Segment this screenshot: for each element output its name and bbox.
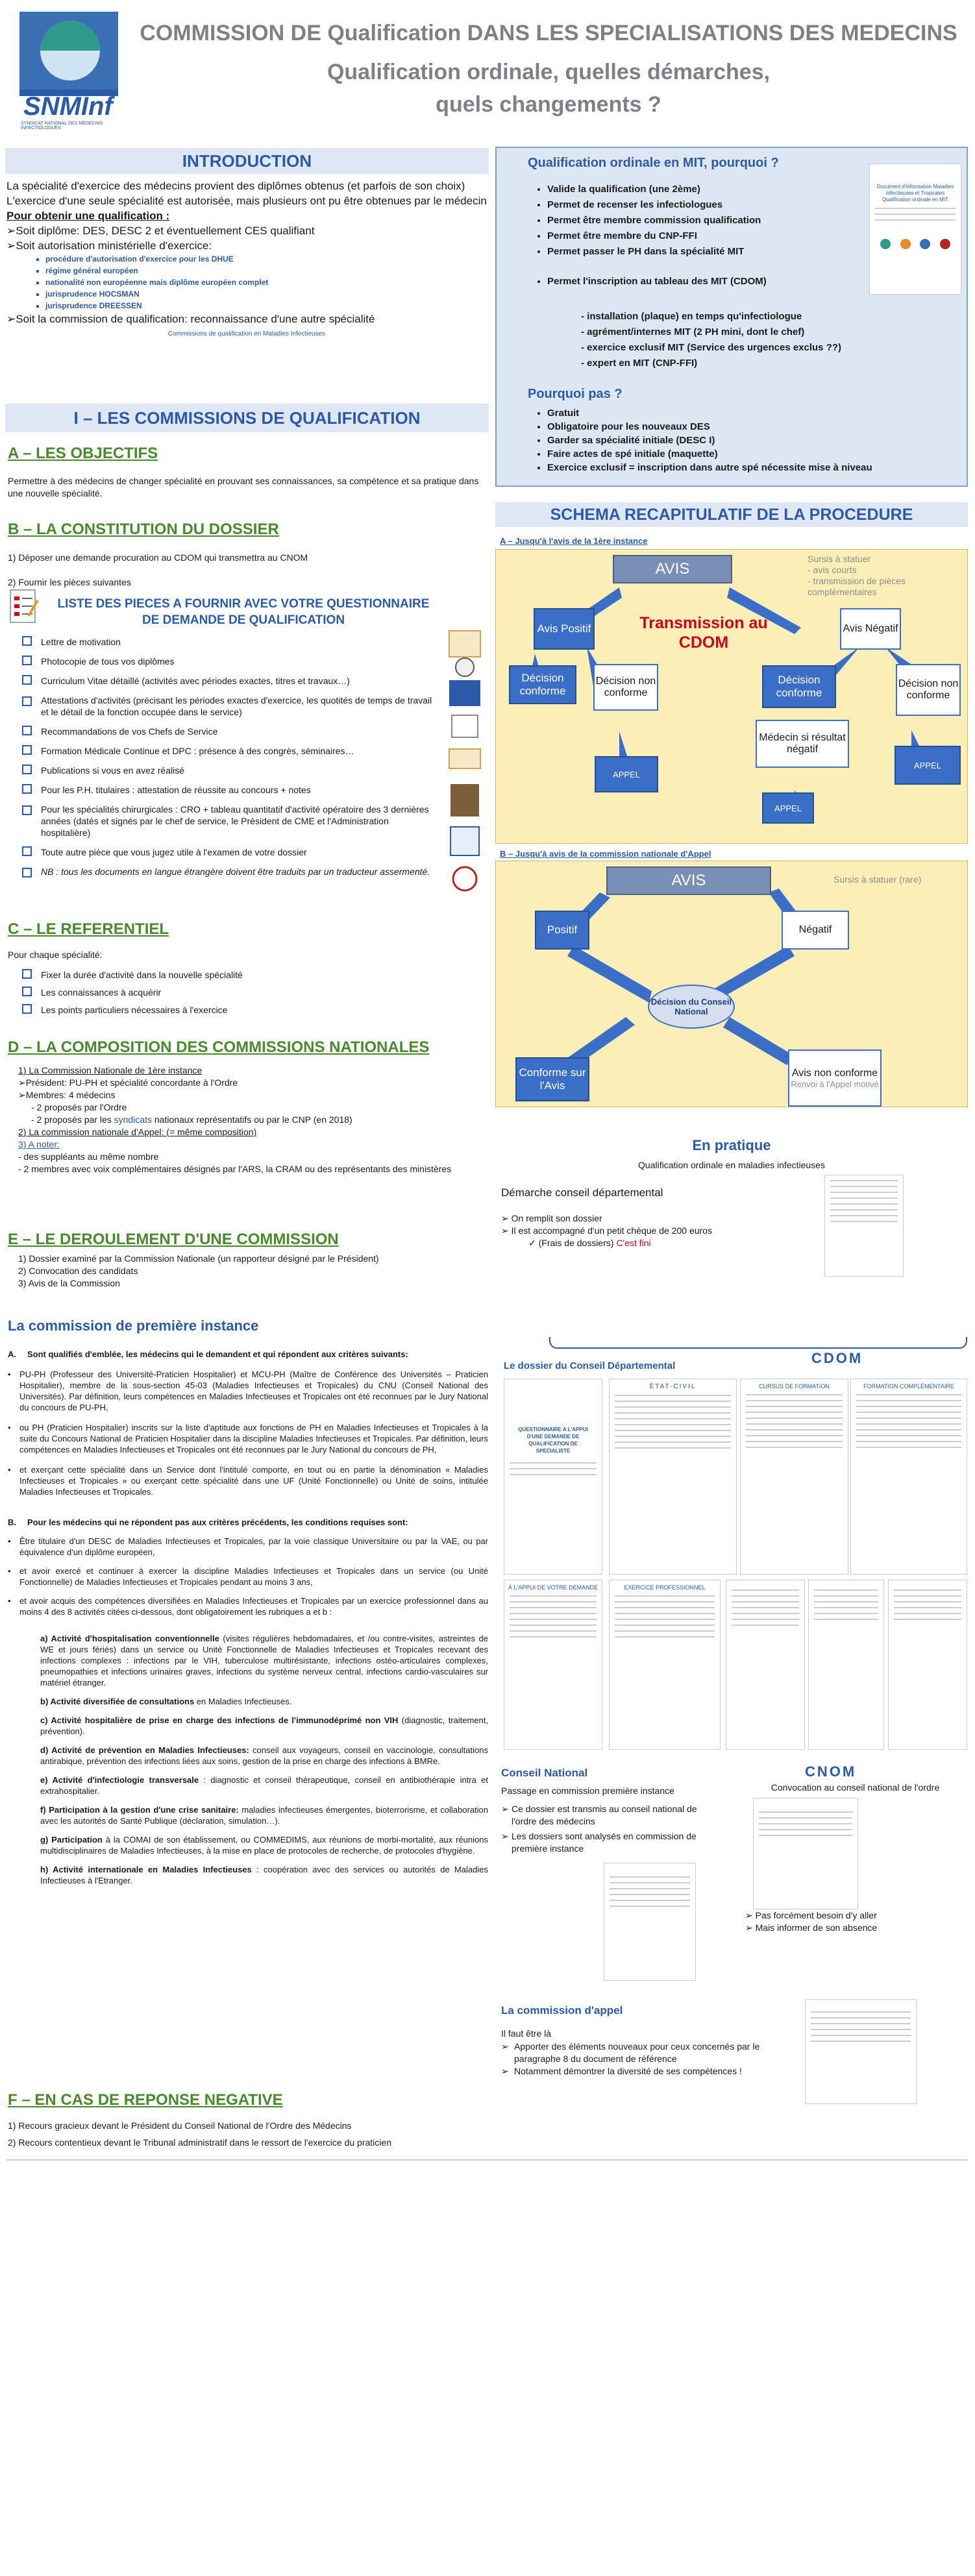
d-item: - 2 proposés par les syndicats nationaux représentatifs ou par le CNP (en 2018) xyxy=(31,1114,352,1125)
mit-item: • Permet passer le PH dans la spécialité MIT xyxy=(547,244,846,260)
schema-appel-2: APPEL xyxy=(895,746,961,785)
section-b-step2: 2) Fournir les pièces suivantes xyxy=(8,577,131,587)
schema-a-label: A – Jusqu'à l'avis de la 1ère instance xyxy=(500,536,648,546)
intro-caption: Commissions de qualification en Maladies Infectieuses xyxy=(167,330,326,337)
section-c-title: C – LE REFERENTIEL xyxy=(8,920,169,938)
intro-sub-item: ▪ nationalité non européenne mais diplôme européen complet xyxy=(45,276,487,288)
list-item: Formation Médicale Continue et DPC : présence à des congrès, séminaires… xyxy=(22,745,438,757)
schema-b-label: B – Jusqu'à avis de la commission nationale d'Appel xyxy=(500,849,711,859)
intro-p4: ➢Soit diplôme: DES, DESC 2 et éventuellement CES qualifiant xyxy=(6,225,315,237)
form-questionnaire xyxy=(504,1379,602,1575)
logo-subtext: SYNDICAT NATIONAL DES MÉDECINS INFECTIOLOGUES xyxy=(21,121,103,130)
pratique-item: ➢ Il est accompagné d'un petit chèque de 200 euros xyxy=(501,1225,712,1236)
title-line-2: Qualification ordinale, quelles démarches, xyxy=(327,60,771,84)
appel-letter-thumbnail xyxy=(805,1999,917,2104)
schema-a-panel xyxy=(495,549,968,844)
cdom-brace xyxy=(549,1337,967,1349)
form-appui: À L'APPUI DE VOTRE DEMANDE xyxy=(504,1580,602,1750)
premiere-a-item: • ou PH (Praticien Hospitalier) inscrits sur la liste d'aptitude aux fonctions de PH en Maladies Infectieuses et Tropicales à la suite du Concours National de Praticien Hospitalier dans la discipline Maladies Infectieuses et Tropicales. Par définition, leurs compétences en Maladies Infectieuses et Tropicales ont été reconnues par le Jury National du concours de PH, xyxy=(8,1423,488,1454)
form-page-8 xyxy=(808,1580,884,1750)
schema-b-conforme: Conforme sur l'Avis xyxy=(515,1057,589,1101)
why-not-title: Pourquoi pas ? xyxy=(528,387,623,401)
photo-icon xyxy=(456,658,474,676)
schema-b-negatif: Négatif xyxy=(782,911,849,950)
dossier-label: Le dossier du Conseil Départemental xyxy=(504,1360,676,1371)
f-item: 1) Recours gracieux devant le Président du Conseil National de l'Ordre des Médecins xyxy=(8,2120,352,2131)
schema-b-decision: Décision du Conseil National xyxy=(648,985,735,1029)
section-a-text: Permettre à des médecins de changer spécialité en prouvant ses connaissances, sa compétence et sa pratique dans une nouvelle spécialité. xyxy=(8,476,479,498)
list-item: Curriculum Vitae détaillé (activités avec périodes exactes, titres et travaux…) xyxy=(22,675,438,687)
mit-item: • Permet l'inscription au tableau des MIT (CDOM) xyxy=(547,274,846,289)
schema-sursis: Sursis à statuer - avis courts - transmission de pièces complémentaires xyxy=(808,554,906,597)
form-page-9 xyxy=(888,1580,967,1750)
intro-p5: ➢Soit autorisation ministérielle d'exercice: xyxy=(6,239,212,252)
mit-item: • Permet de recenser les infectiologues xyxy=(547,197,846,213)
activity-item: d) Activité de prévention en Maladies Infectieuses: conseil aux voyageurs, conseil en vaccinologie, consultations antirabique, prévention des infections liées aux soins, gestion de la prise en charge des infections à BMRe. xyxy=(40,1745,488,1766)
pieces-list-title: LISTE DES PIECES A FOURNIR AVEC VOTRE QUESTIONNAIRE DE DEMANDE DE QUALIFICATION xyxy=(57,597,430,627)
form-exercice: EXERCICE PROFESSIONNEL xyxy=(609,1580,721,1750)
d-item: - des suppléants au même nombre xyxy=(18,1151,159,1162)
e-item: 3) Avis de la Commission xyxy=(18,1278,120,1288)
cn-item: ➢ Les dossiers sont analysés en commission de première instance xyxy=(501,1831,697,1854)
list-item: Les connaissances à acquérir xyxy=(22,987,476,999)
section-c-list xyxy=(22,969,476,1016)
logo xyxy=(14,8,125,131)
mit-title: Qualification ordinale en MIT, pourquoi ? xyxy=(528,156,779,170)
mit-cdom-sub: - expert en MIT (CNP-FFI) xyxy=(581,358,698,369)
attestation-icon xyxy=(452,715,478,737)
activity-item: e) Activité d'infectiologie transversale : diagnostic et conseil thérapeutique, conseil en antibiothérapie intra et extrahospitalier. xyxy=(40,1775,488,1796)
convoc-title: Convocation au conseil national de l'ordre xyxy=(771,1782,940,1793)
logo-text: SNMInf xyxy=(23,92,113,121)
activity-item: h) Activité internationale en Maladies Infectieuses : coopération avec des services ou autorités de Maladies Infectieuses à l'Etranger. xyxy=(40,1865,488,1885)
intro-sub-item: ▪ procédure d'autorisation d'exercice pour les DHUE xyxy=(45,253,487,265)
list-item: Pour les P.H. titulaires : attestation de réussite au concours + notes xyxy=(22,784,438,796)
e-item: 1) Dossier examiné par la Commission Nationale (un rapporteur désigné par le Président) xyxy=(18,1253,379,1264)
premiere-b-item: • et avoir exercé et continuer à exercer la discipline Maladies Infectieuses et Tropicales dans un service (ou Unité Fonctionnelle) de Maladies Infectieuses et Tropicales pendant au moins 3 ans, xyxy=(8,1566,488,1587)
schema-transmission: Transmission au CDOM xyxy=(639,614,768,652)
diploma-icon xyxy=(449,631,480,657)
appel-list xyxy=(501,2041,793,2078)
intro-sub-item: ▪ régime général européen xyxy=(45,265,487,276)
pratique-item: ➢ On remplit son dossier xyxy=(501,1213,602,1223)
activity-item: b) Activité diversifiée de consultations en Maladies Infectieuses. xyxy=(40,1697,292,1706)
activity-item: f) Participation à la gestion d'une crise sanitaire: maladies infectieuses émergentes, bioterrorisme, et collaboration avec les autorités de Santé Publique (déclaration, simulation…). xyxy=(40,1805,489,1826)
mit-cdom-sub: - agrément/internes MIT (2 PH mini, dont le chef) xyxy=(581,326,805,337)
why-item: • Obligatoire pour les nouveaux DES xyxy=(547,420,975,434)
section-b-title: B – LA CONSTITUTION DU DOSSIER xyxy=(8,521,279,538)
section-f-list xyxy=(8,2117,488,2151)
divider xyxy=(6,2159,967,2161)
schema-avis-positif: Avis Positif xyxy=(534,608,595,650)
pratique-demarche: Démarche conseil départemental xyxy=(501,1186,663,1199)
schema-appel-1: APPEL xyxy=(595,756,658,792)
schema-decision-conforme-2: Décision conforme xyxy=(762,665,836,708)
why-item: • Exercice exclusif = inscription dans autre spé nécessite mise à niveau xyxy=(547,461,975,474)
section-c-intro: Pour chaque spécialité: xyxy=(8,950,103,960)
d-item: 1) La Commission Nationale de 1ère instance xyxy=(18,1065,203,1075)
pratique-title: En pratique xyxy=(692,1137,771,1153)
section-e-list xyxy=(18,1253,486,1290)
premiere-b-item: • Être titulaire d'un DESC de Maladies Infectieuses et Tropicales, par la voie classique Universitaire ou par la VAE, ou par équivalence d'un diplôme européen, xyxy=(8,1536,488,1557)
premiere-b-item: • et avoir acquis des compétences diversifiées en Maladies Infectieuses et Tropicales par un exercice professionnel dans au moins 4 des 8 activités citées ci-dessous, dont obligatoirement les rubriques a et b : xyxy=(8,1596,488,1617)
mit-box xyxy=(495,147,968,487)
schema-b-positif: Positif xyxy=(535,911,589,950)
mit-item: • Valide la qualification (une 2ème) xyxy=(547,182,846,197)
title-line-3: quels changements ? xyxy=(436,92,661,117)
mit-cdom-sub: - installation (plaque) en temps qu'infectiologue xyxy=(581,311,802,322)
mit-cdom-sub: - exercice exclusif MIT (Service des urgences exclus ??) xyxy=(581,342,842,353)
appel-intro: Il faut être là xyxy=(501,2028,552,2039)
intro-heading: INTRODUCTION xyxy=(5,148,489,174)
schema-appel-3: APPEL xyxy=(762,792,814,824)
schema-b-sursis: Sursis à statuer (rare) xyxy=(833,874,922,885)
list-item: Fixer la durée d'activité dans la nouvelle spécialité xyxy=(22,969,476,981)
cn-letter-thumbnail xyxy=(604,1863,696,1981)
download-icon xyxy=(450,827,479,855)
section-a-title: A – LES OBJECTIFS xyxy=(8,445,158,462)
section-e-title: E – LE DEROULEMENT D'UNE COMMISSION xyxy=(8,1231,339,1248)
form-questionnaire-title: QUESTIONNAIRE A L'APPUI D'UNE DEMANDE DE QUALIFICATION DE SPECIALISTE xyxy=(518,1427,588,1454)
schema-medecin-negatif: Médecin si résultat négatif xyxy=(756,720,849,768)
convoc-item: ➢ Pas forcément besoin d'y aller xyxy=(745,1910,877,1920)
appel-title: La commission d'appel xyxy=(501,2004,623,2017)
list-item: Pour les spécialités chirurgicales : CRO + tableau quantitatif d'activité opératoire des 3 dernières années (datés et signés par le chef de service, le Président de CME et l'Administration hospitalière) xyxy=(22,803,438,839)
list-item: Les points particuliers nécessaires à l'exercice xyxy=(22,1004,476,1016)
list-item: NB : tous les documents en langue étrangère doivent être traduits par un traducteur assermenté. xyxy=(22,866,438,877)
schema-b-avis: AVIS xyxy=(606,866,771,895)
schema-decision-conforme-1: Décision conforme xyxy=(509,665,576,704)
intro-sub-item: ▪ jurisprudence HOCSMAN xyxy=(45,288,487,300)
list-item: Lettre de motivation xyxy=(22,636,438,648)
intro-p6: ➢Soit la commission de qualification: reconnaissance d'une autre spécialité xyxy=(6,313,375,325)
premiere-content xyxy=(8,1349,488,1886)
stamp-icon xyxy=(453,867,476,890)
list-item: Toute autre pièce que vous jugez utile à l'examen de votre dossier xyxy=(22,846,438,858)
envelope-icon xyxy=(449,749,480,768)
section-d-content xyxy=(18,1064,486,1175)
pratique-subtitle: Qualification ordinale en maladies infectieuses xyxy=(638,1160,825,1170)
form-etat-civil: ÉTAT-CIVIL xyxy=(609,1379,737,1575)
title-line-1: COMMISSION DE Qualification DANS LES SPECIALISATIONS DES MEDECINS xyxy=(140,21,957,45)
pieces-side-icons xyxy=(443,628,488,901)
mit-item: • Permet être membre commission qualification xyxy=(547,213,846,228)
activity-item: c) Activité hospitalière de prise en charge des infections de l'immunodéprimé non VIH (diagnostic, traitement, prévention). xyxy=(40,1715,488,1736)
schema-decision-non-conforme-2: Décision non conforme xyxy=(896,664,961,716)
d-item: 3) A noter: xyxy=(18,1139,60,1149)
form-cursus: CURSUS DE FORMATION xyxy=(740,1379,848,1575)
cn-item: ➢ Ce dossier est transmis au conseil national de l'ordre des médecins xyxy=(501,1804,697,1826)
cv-icon xyxy=(449,680,480,706)
schema-b-non-conforme: Avis non conforme Renvoi à l'Appel motivé xyxy=(788,1049,882,1107)
convoc-item: ➢ Mais informer de son absence xyxy=(745,1922,878,1933)
mit-doc-title: Document d'information Maladies Infectieuses et Tropicales Qualification ordinale en MIT xyxy=(876,184,954,202)
intro-sub-item: ▪ jurisprudence DREESSEN xyxy=(45,300,487,312)
why-item: • Garder sa spécialité initiale (DESC I) xyxy=(547,434,975,447)
appel-item: ➢ Apporter des éléments nouveaux pour ceux concernés par le paragraphe 8 du document de référence xyxy=(501,2041,760,2064)
cn-title: Conseil National xyxy=(501,1767,588,1779)
activity-item: a) Activité d'hospitalisation conventionnelle (visites régulières hebdomadaires, et /ou contre-visites, astreintes de WE et jours fériés) dans un service ou Unité Fonctionnelle de Maladies Infectieuses et Tropicales recevant des infections complexes : infections par le VIH, tuberculose multirésistante, infections ostéo-articulaires complexes, pneumopathies et infections urinaires graves, infections du système nerveux central, infections cardio-vasculaires sur matériel étranger. xyxy=(40,1634,488,1687)
list-item: Photocopie de tous vos diplômes xyxy=(22,656,438,667)
why-item: • Gratuit xyxy=(547,406,975,420)
premiere-a-text: Sont qualifiés d'emblée, les médecins qui le demandent et qui répondent aux critères suivants: xyxy=(27,1349,408,1359)
premiere-b-text: Pour les médecins qui ne répondent pas aux critères précédents, les conditions requises sont: xyxy=(27,1517,408,1527)
intro-p2: L'exercice d'une seule spécialité est autorisée, mais plusieurs ont pu être obtenues par le médecin xyxy=(6,195,487,207)
form-formation: FORMATION COMPLÉMENTAIRE xyxy=(850,1379,967,1575)
section-b-step1: 1) Déposer une demande procuration au CDOM qui transmettra au CNOM xyxy=(8,552,308,563)
appel-item: ➢ Notamment démontrer la diversité de ses compétences ! xyxy=(501,2066,742,2076)
d-item: - 2 proposés par l'Ordre xyxy=(31,1102,127,1112)
form-page-7 xyxy=(726,1580,805,1750)
checklist-icon xyxy=(6,587,40,626)
section-f-title: F – EN CAS DE REPONSE NEGATIVE xyxy=(8,2091,283,2109)
schema-b-panel xyxy=(495,861,968,1107)
d-item: ➢Président: PU-PH et spécialité concordante à l'Ordre xyxy=(18,1077,238,1088)
cnom-label: CNOM xyxy=(805,1763,857,1780)
activity-item: g) Participation à la COMAI de son établissement, ou COMMEDIMS, aux réunions de morbi-mortalité, aux réunions multidisciplinaires de Maladies Infectieuses, à la mise en place de protocoles de recherche, de protocoles d'hygiène. xyxy=(40,1835,488,1856)
section-d-title: D – LA COMPOSITION DES COMMISSIONS NATIONALES xyxy=(8,1038,430,1056)
cdom-label: CDOM xyxy=(811,1350,863,1366)
convoc-letter-thumbnail xyxy=(753,1798,858,1909)
books-icon xyxy=(450,784,479,816)
part1-heading: I – LES COMMISSIONS DE QUALIFICATION xyxy=(5,404,489,432)
premiere-a-item: • et exerçant cette spécialité dans un Service dont l'intitulé comporte, en tout ou en partie la dénomination « Maladies Infectieuses et Tropicales » ou exerçant cette spécialité dans une UF (Unité Fonctionnelle) ou Unité de soins, intitulée Maladies Infectieuses et Tropicales. xyxy=(8,1465,488,1497)
premiere-a-item: • PU-PH (Professeur des Université-Praticien Hospitalier) et MCU-PH (Maître de Conférence des Universités – Praticien Hospitalier), membre de la sous-section 45-03 (Maladies Infectieuses et Tropicales) du CNU (Conseil National des Universités). Par définition, leurs compétences en Maladies Infectieuses et Tropicales ont été reconnues par le Jury National du concours de PU-PH, xyxy=(8,1369,488,1412)
list-item: Recommandations de vos Chefs de Service xyxy=(22,726,438,737)
d-item: - 2 membres avec voix complémentaires désignés par l'ARS, la CRAM ou des représentants des ministères xyxy=(18,1164,452,1174)
intro-p3: Pour obtenir une qualification : xyxy=(6,210,170,222)
schema-decision-non-conforme-1: Décision non conforme xyxy=(593,664,658,711)
intro-text xyxy=(6,178,487,341)
premiere-b-label: B. xyxy=(8,1517,16,1527)
why-item: • Faire actes de spé initiale (maquette) xyxy=(547,447,975,461)
mit-document-thumbnail xyxy=(869,164,961,295)
convoc-list xyxy=(745,1909,966,1934)
d-item: 2) La commission nationale d'Appel: (= même composition) xyxy=(18,1127,257,1137)
schema-title: SCHEMA RECAPITULATIF DE LA PROCEDURE xyxy=(495,502,968,527)
mit-item: • Permet être membre du CNP-FFI xyxy=(547,228,846,244)
schema-avis-negatif: Avis Négatif xyxy=(840,608,901,650)
cn-list xyxy=(501,1803,722,1855)
cerfa-document-thumbnail xyxy=(824,1175,904,1277)
f-item: 2) Recours contentieux devant le Tribunal administratif dans le ressort de l'exercice du praticien xyxy=(8,2137,391,2148)
premiere-a-label: A. xyxy=(8,1349,16,1359)
schema-avis-box: AVIS xyxy=(613,555,732,583)
pratique-list xyxy=(501,1212,813,1249)
pieces-list xyxy=(22,636,438,877)
premiere-title: La commission de première instance xyxy=(8,1318,259,1334)
list-item: Publications si vous en avez réalisé xyxy=(22,765,438,776)
d-item: ➢Membres: 4 médecins xyxy=(18,1090,116,1100)
list-item: Attestations d'activités (précisant les périodes exactes d'exercice, les quotités de temps de travail et le détail de la fonction occupée dans le service) xyxy=(22,694,438,718)
pratique-frais: ✓ (Frais de dossiers) C'est fini xyxy=(528,1238,651,1248)
e-item: 2) Convocation des candidats xyxy=(18,1266,138,1276)
intro-p1: La spécialité d'exercice des médecins provient des diplômes obtenus (et parfois de son choix) xyxy=(6,180,465,192)
cn-sub: Passage en commission première instance xyxy=(501,1785,674,1796)
